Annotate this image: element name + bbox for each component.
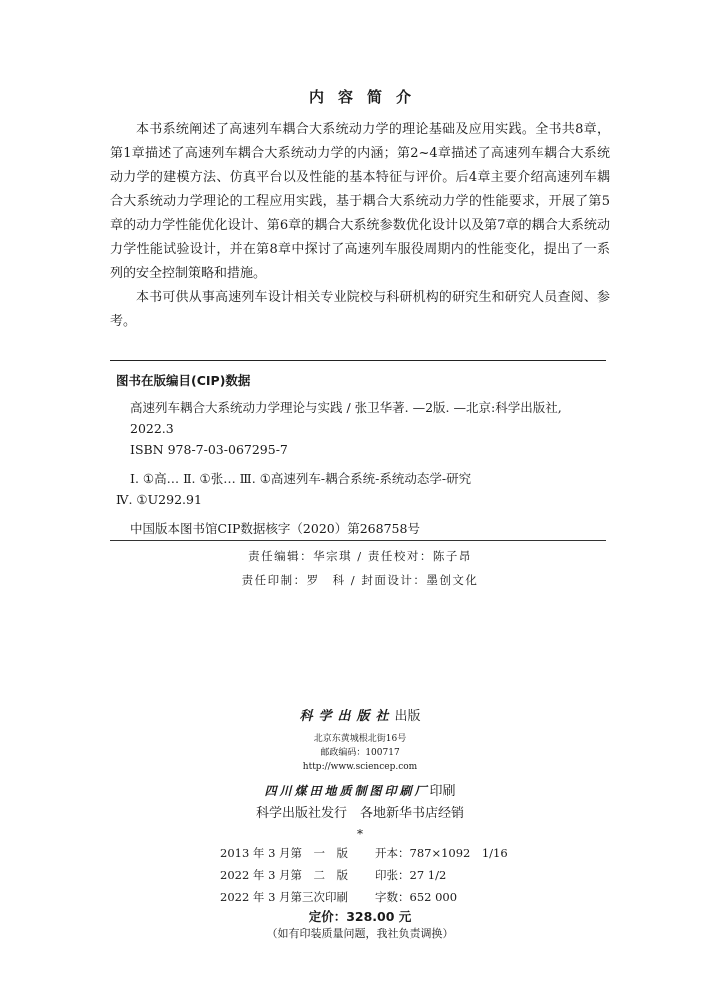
format-info: 字数：652 000 bbox=[375, 890, 458, 904]
printer-suffix: 印刷 bbox=[429, 784, 456, 799]
edition-row bbox=[220, 864, 520, 886]
summary-text bbox=[110, 118, 610, 334]
publisher-postcode: 邮政编码：100717 bbox=[320, 748, 400, 758]
publisher-line bbox=[0, 706, 720, 728]
staff-production: 责任印制：罗 科 / 封面设计：墨创文化 bbox=[241, 573, 479, 587]
publisher-address: 北京东黄城根北街16号 bbox=[313, 734, 407, 744]
cip-bottom-rule bbox=[110, 540, 606, 541]
printer-line bbox=[0, 780, 720, 803]
distribution-line: 科学出版社发行 各地新华书店经销 bbox=[255, 806, 464, 821]
edition-row bbox=[220, 886, 520, 908]
summary-paragraph: 本书可供从事高速列车设计相关专业院校与科研机构的研究生和研究人员查阅、参考。 bbox=[110, 290, 610, 329]
staff-editors: 责任编辑：华宗琪 / 责任校对：陈子昂 bbox=[248, 549, 472, 563]
format-info: 开本：787×1092 1/16 bbox=[375, 846, 508, 860]
edition-info: 2013 年 3 月第 一 版 bbox=[220, 846, 349, 860]
price: 定价：328.00 元 bbox=[308, 909, 412, 924]
quality-note: （如有印装质量问题，我社负责调换） bbox=[266, 927, 454, 940]
publisher-name: 科学出版社 bbox=[299, 709, 395, 724]
publisher-suffix: 出版 bbox=[394, 709, 421, 724]
cip-title-line: 高速列车耦合大系统动力学理论与实践 / 张卫华著. —2版. —北京:科学出版社, 2022.3 bbox=[130, 400, 562, 436]
cip-top-rule bbox=[110, 360, 606, 361]
staff-credits bbox=[0, 544, 720, 592]
cip-record-number: 中国版本图书馆CIP数据核字（2020）第268758号 bbox=[130, 521, 420, 536]
publisher-block bbox=[0, 706, 720, 843]
summary-title: 内容简介 bbox=[308, 88, 425, 106]
separator-star: * bbox=[357, 827, 363, 841]
cip-heading: 图书在版编目(CIP)数据 bbox=[116, 373, 251, 388]
cip-classification: Ⅰ. ①高… Ⅱ. ①张… Ⅲ. ①高速列车-耦合系统-系统动态学-研究 bbox=[130, 471, 472, 486]
edition-row bbox=[220, 842, 520, 864]
summary-paragraph: 本书系统阐述了高速列车耦合大系统动力学的理论基础及应用实践。全书共8章，第1章描述了高速列车耦合大系统动力学的内涵；第2~4章描述了高速列车耦合大系统动力学的建模方法、仿真平台以及性能的基本特征与评价。后4章主要介绍高速列车耦合大系统动力学理论的工程应用实践，基于耦合大系统动力学的性能要求，开展了第5章的动力学性能优化设计、第6章的耦合大系统参数优化设计以及第7章的耦合大系统动力学性能试验设计，并在第8章中探讨了高速列车服役周期内的性能变化，提出了一系列的安全控制策略和措施。 bbox=[110, 122, 610, 281]
printer-name: 四川煤田地质制图印刷厂 bbox=[264, 784, 430, 798]
cip-data-block bbox=[116, 370, 606, 539]
cip-isbn: ISBN 978-7-03-067295-7 bbox=[130, 442, 288, 457]
edition-table bbox=[220, 842, 520, 908]
format-info: 印张：27 1/2 bbox=[375, 868, 447, 882]
cip-classification-code: Ⅳ. ①U292.91 bbox=[116, 492, 202, 507]
publisher-url: http://www.sciencep.com bbox=[302, 762, 418, 772]
edition-info: 2022 年 3 月第 二 版 bbox=[220, 868, 349, 882]
edition-info: 2022 年 3 月第三次印刷 bbox=[220, 890, 349, 904]
